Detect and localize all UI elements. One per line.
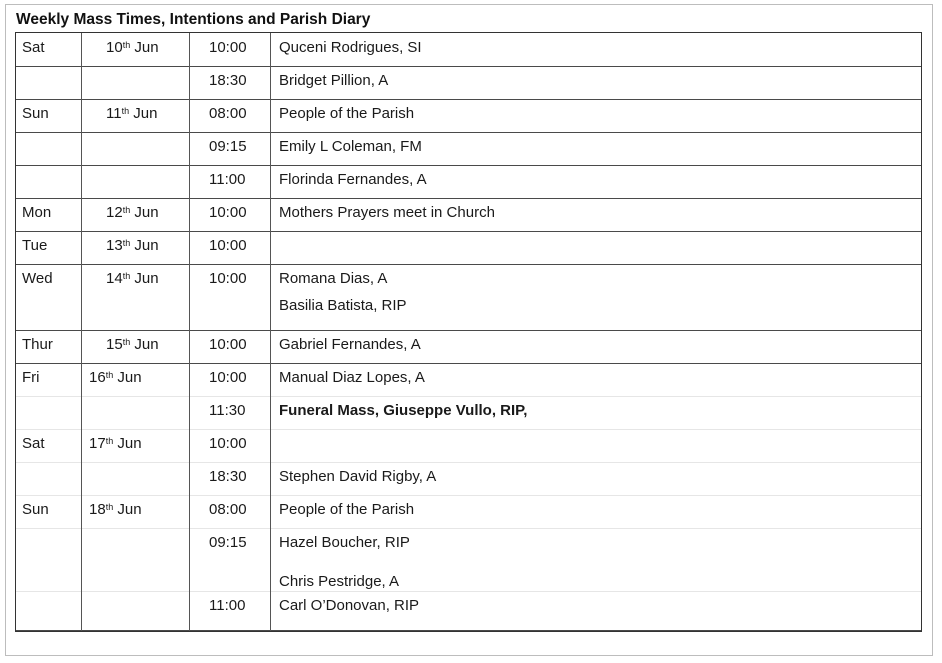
intention-cell: Manual Diaz Lopes, A: [279, 369, 425, 386]
date-month: Jun: [117, 369, 142, 386]
time-cell: 10:00: [209, 237, 247, 254]
date-suffix: th: [122, 238, 131, 248]
row-divider: [16, 165, 921, 166]
day-cell: Wed: [22, 270, 53, 287]
intention-cell: Chris Pestridge, A: [279, 573, 400, 590]
day-cell: Mon: [22, 204, 52, 221]
intention-cell: Emily L Coleman, FM: [279, 138, 422, 155]
intention-cell: Romana Dias, A: [279, 270, 388, 287]
day-cell: Fri: [22, 369, 40, 386]
row-divider: [16, 198, 921, 199]
row-divider: [16, 396, 921, 397]
date-suffix: th: [105, 502, 114, 512]
row-divider: [16, 591, 921, 592]
date-suffix: th: [122, 337, 131, 347]
time-cell: 10:00: [209, 336, 247, 353]
date-number: 16: [89, 369, 106, 386]
date-month: Jun: [134, 39, 159, 56]
time-cell: 10:00: [209, 270, 247, 287]
date-cell: [89, 435, 142, 453]
time-cell: 08:00: [209, 105, 247, 122]
day-cell: Sun: [22, 501, 49, 518]
intention-cell: People of the Parish: [279, 501, 415, 518]
date-number: 12: [106, 204, 123, 221]
date-month: Jun: [134, 237, 159, 254]
time-cell: 10:00: [209, 204, 247, 221]
row-divider: [16, 231, 921, 232]
time-cell: 11:00: [209, 597, 246, 614]
time-cell: 10:00: [209, 39, 247, 56]
date-suffix: th: [105, 436, 114, 446]
column-divider: [81, 33, 82, 631]
date-cell: [89, 501, 142, 519]
row-divider: [16, 330, 921, 331]
row-divider: [16, 495, 921, 496]
date-cell: [106, 237, 159, 255]
intention-cell: Stephen David Rigby, A: [279, 468, 437, 485]
row-divider: [16, 528, 921, 529]
date-cell: [106, 39, 159, 57]
date-month: Jun: [117, 501, 142, 518]
date-suffix: th: [121, 106, 130, 116]
time-cell: 11:30: [209, 402, 246, 419]
intention-cell: Basilia Batista, RIP: [279, 297, 407, 314]
day-cell: Tue: [22, 237, 48, 254]
day-cell: Thur: [22, 336, 53, 353]
day-cell: Sat: [22, 39, 45, 56]
column-divider: [270, 33, 271, 631]
date-number: 15: [106, 336, 123, 353]
row-divider: [16, 462, 921, 463]
time-cell: 11:00: [209, 171, 246, 188]
date-number: 11: [106, 105, 122, 122]
time-cell: 10:00: [209, 435, 247, 452]
day-cell: Sat: [22, 435, 45, 452]
date-suffix: th: [105, 370, 114, 380]
intention-cell: Funeral Mass, Giuseppe Vullo, RIP,: [279, 402, 528, 419]
page-title: Weekly Mass Times, Intentions and Parish Diary: [16, 11, 371, 28]
time-cell: 18:30: [209, 72, 247, 89]
intention-cell: Mothers Prayers meet in Church: [279, 204, 495, 221]
intention-cell: Florinda Fernandes, A: [279, 171, 427, 188]
date-number: 13: [106, 237, 123, 254]
date-month: Jun: [134, 336, 159, 353]
column-divider: [189, 33, 190, 631]
row-divider: [16, 363, 921, 364]
date-number: 14: [106, 270, 123, 287]
date-cell: [89, 369, 142, 387]
intention-cell: People of the Parish: [279, 105, 415, 122]
intention-cell: Hazel Boucher, RIP: [279, 534, 410, 551]
date-month: Jun: [117, 435, 142, 452]
date-month: Jun: [133, 105, 158, 122]
date-suffix: th: [122, 205, 131, 215]
date-month: Jun: [134, 270, 159, 287]
date-suffix: th: [122, 40, 131, 50]
time-cell: 18:30: [209, 468, 247, 485]
intention-cell: Carl O’Donovan, RIP: [279, 597, 420, 614]
date-number: 18: [89, 501, 106, 518]
date-number: 17: [89, 435, 106, 452]
diary-table: [15, 32, 922, 632]
date-cell: [106, 336, 159, 354]
date-suffix: th: [122, 271, 131, 281]
row-divider: [16, 99, 921, 100]
intention-cell: Quceni Rodrigues, SI: [279, 39, 422, 56]
date-cell: [106, 204, 159, 222]
table-bottom-rule: [16, 630, 921, 631]
intention-cell: Bridget Pillion, A: [279, 72, 389, 89]
row-divider: [16, 66, 921, 67]
day-cell: Sun: [22, 105, 49, 122]
row-divider: [16, 264, 921, 265]
time-cell: 09:15: [209, 138, 247, 155]
time-cell: 10:00: [209, 369, 247, 386]
date-cell: [106, 105, 157, 123]
intention-cell: Gabriel Fernandes, A: [279, 336, 421, 353]
date-number: 10: [106, 39, 123, 56]
time-cell: 09:15: [209, 534, 247, 551]
date-month: Jun: [134, 204, 159, 221]
row-divider: [16, 429, 921, 430]
row-divider: [16, 132, 921, 133]
date-cell: [106, 270, 159, 288]
time-cell: 08:00: [209, 501, 247, 518]
